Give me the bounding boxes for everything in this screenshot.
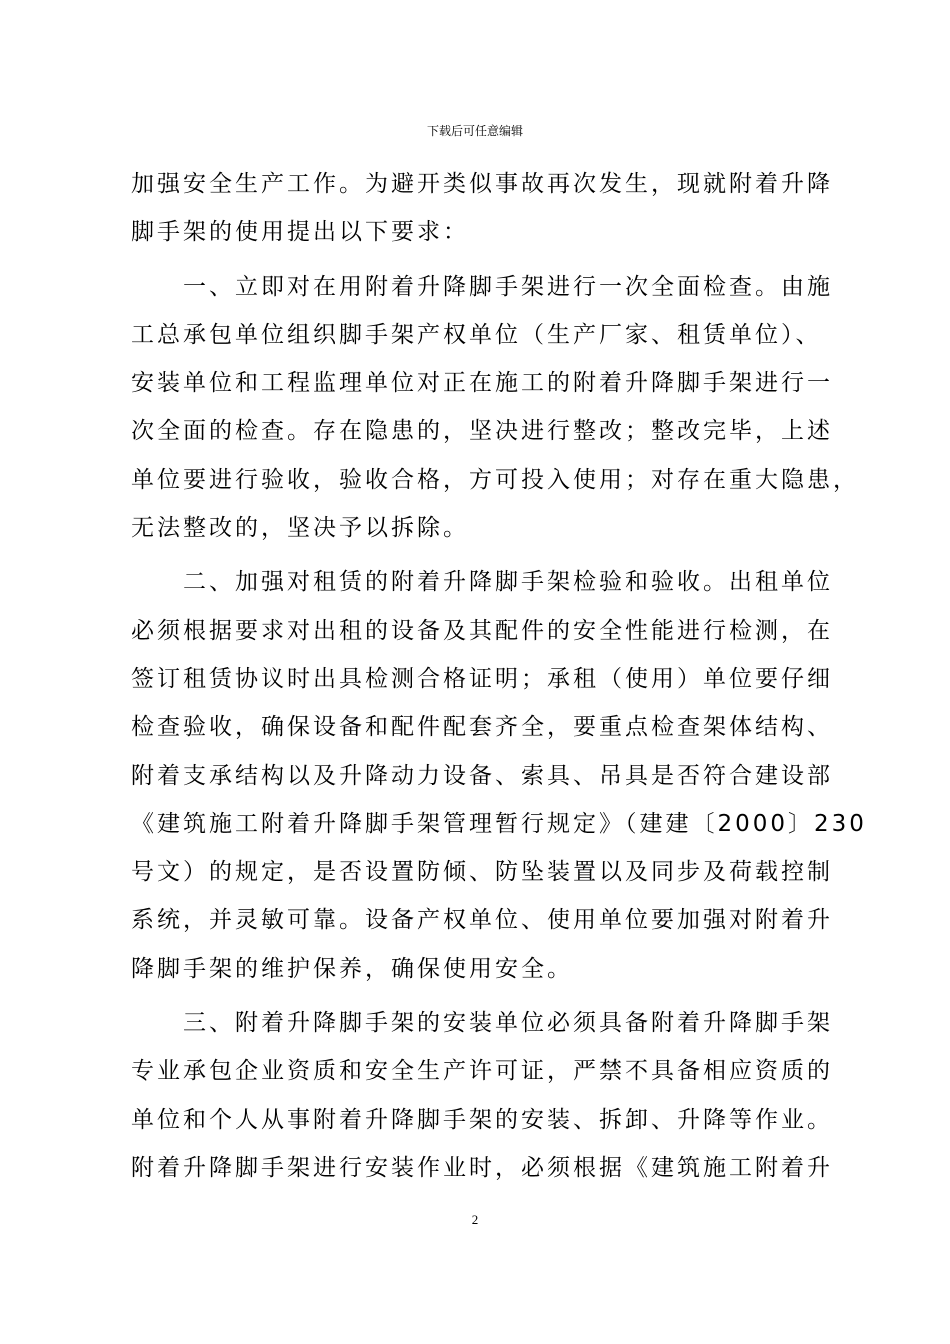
text-line: 工总承包单位组织脚手架产权单位（生产厂家、租赁单位）、 bbox=[131, 321, 822, 348]
text-line: 二、加强对租赁的附着升降脚手架检验和验收。出租单位 bbox=[131, 569, 833, 596]
text-line: 一、立即对在用附着升降脚手架进行一次全面检查。由施 bbox=[131, 273, 833, 300]
text-line: 加强安全生产工作。为避开类似事故再次发生，现就附着升降 bbox=[131, 171, 833, 197]
text-line: 次全面的检查。存在隐患的，坚决进行整改；整改完毕，上述 bbox=[131, 418, 833, 445]
text-line: 单位要进行验收，验收合格，方可投入使用；对存在重大隐患， bbox=[131, 466, 859, 493]
text-line: 号文）的规定，是否设置防倾、防坠装置以及同步及荷载控制 bbox=[131, 859, 833, 886]
text-line: 无法整改的，坚决予以拆除。 bbox=[131, 515, 469, 542]
text-line: 检查验收，确保设备和配件配套齐全，要重点检查架体结构、 bbox=[131, 714, 833, 741]
text-line: 《建筑施工附着升降脚手架管理暂行规定》（建建〔2000〕230 bbox=[131, 810, 867, 837]
text-line: 安装单位和工程监理单位对正在施工的附着升降脚手架进行一 bbox=[131, 370, 833, 397]
paragraph bbox=[131, 558, 867, 993]
document-body bbox=[131, 160, 867, 1192]
paragraph bbox=[131, 999, 831, 1192]
paragraph bbox=[131, 160, 831, 257]
text-line: 系统，并灵敏可靠。设备产权单位、使用单位要加强对附着升 bbox=[131, 907, 833, 934]
page-number: 2 bbox=[471, 1212, 479, 1227]
text-line: 降脚手架的维护保养，确保使用安全。 bbox=[131, 955, 573, 982]
text-line: 必须根据要求对出租的设备及其配件的安全性能进行检测，在 bbox=[131, 617, 833, 644]
text-line: 三、附着升降脚手架的安装单位必须具备附着升降脚手架 bbox=[131, 1010, 833, 1037]
paragraph bbox=[131, 263, 859, 553]
text-line: 专业承包企业资质和安全生产许可证，严禁不具备相应资质的 bbox=[131, 1058, 833, 1085]
text-line: 附着支承结构以及升降动力设备、索具、吊具是否符合建设部 bbox=[131, 762, 833, 789]
page-header-note: 下载后可任意编辑 bbox=[426, 124, 523, 138]
text-line: 签订租赁协议时出具检测合格证明；承租（使用）单位要仔细 bbox=[131, 665, 833, 692]
text-line: 脚手架的使用提出以下要求： bbox=[131, 219, 469, 246]
text-line: 附着升降脚手架进行安装作业时，必须根据《建筑施工附着升 bbox=[131, 1154, 833, 1181]
text-line: 单位和个人从事附着升降脚手架的安装、拆卸、升降等作业。 bbox=[131, 1106, 833, 1133]
